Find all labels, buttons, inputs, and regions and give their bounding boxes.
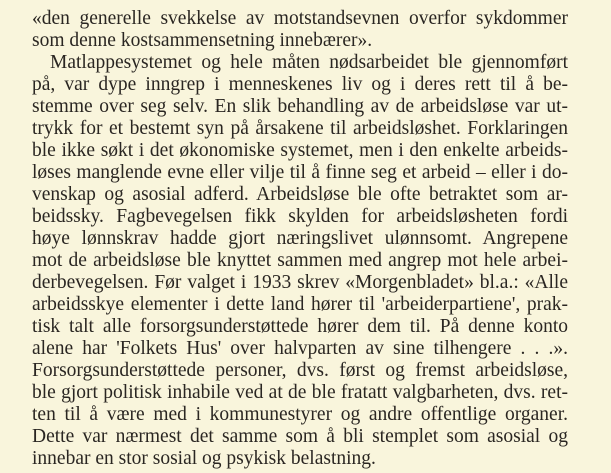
- text-line: på, var dype inngrep i menneskenes liv og i deres rett til å be-: [32, 74, 568, 95]
- text-line: arbeidsskye elementer i dette land hører til 'arbeiderpartiene', prak-: [32, 294, 568, 315]
- text-line: stemme over seg selv. En slik behandling av de arbeidsløse var ut-: [32, 96, 568, 117]
- text-line: beidssky. Fagbevegelsen fikk skylden for arbeidsløsheten fordi: [32, 206, 568, 227]
- text-line: ten til å være med i kommunestyrer og andre offentlige organer.: [32, 404, 568, 425]
- text-line: «den generelle svekkelse av motstandsevnen overfor sykdommer: [32, 8, 568, 29]
- text-line: alene har 'Folkets Hus' over halvparten av sine tilhengere . . .».: [32, 338, 568, 359]
- text-line: som denne kostsammensetning innebærer».: [32, 30, 373, 51]
- text-line: derbevegelsen. Før valget i 1933 skrev «Morgenbladet» bl.a.: «Alle: [32, 272, 568, 293]
- text-line: venskap og asosial adferd. Arbeidsløse ble ofte betraktet som ar-: [32, 184, 568, 205]
- text-line: tisk talt alle forsorgsunderstøttede hører dem til. På denne konto: [32, 316, 568, 337]
- text-line: løses manglende evne eller vilje til å finne seg et arbeid – eller i do-: [32, 162, 568, 183]
- text-line: høye lønnskrav hadde gjort næringslivet ulønnsomt. Angrepene: [32, 228, 568, 249]
- document-page: [32, 8, 568, 470]
- text-line: trykk for et bestemt syn på årsakene til arbeidsløshet. Forklaringen: [32, 118, 568, 139]
- text-line: ble ikke søkt i det økonomiske systemet, men i den enkelte arbeids-: [32, 140, 568, 161]
- text-line: Matlappesystemet og hele måten nødsarbeidet ble gjennomført: [50, 52, 568, 73]
- text-line: mot de arbeidsløse ble knyttet sammen med angrep mot hele arbei-: [32, 250, 568, 271]
- text-line: innebar en stor sosial og psykisk belastning.: [32, 448, 376, 469]
- text-line: Forsorgsunderstøttede personer, dvs. først og fremst arbeidsløse,: [32, 360, 568, 381]
- text-line: Dette var nærmest det samme som å bli stemplet som asosial og: [32, 426, 568, 447]
- paragraph: [32, 8, 568, 52]
- paragraph: [32, 52, 568, 470]
- text-line: ble gjort politisk inhabile ved at de ble fratatt valgbarheten, dvs. ret-: [32, 382, 568, 403]
